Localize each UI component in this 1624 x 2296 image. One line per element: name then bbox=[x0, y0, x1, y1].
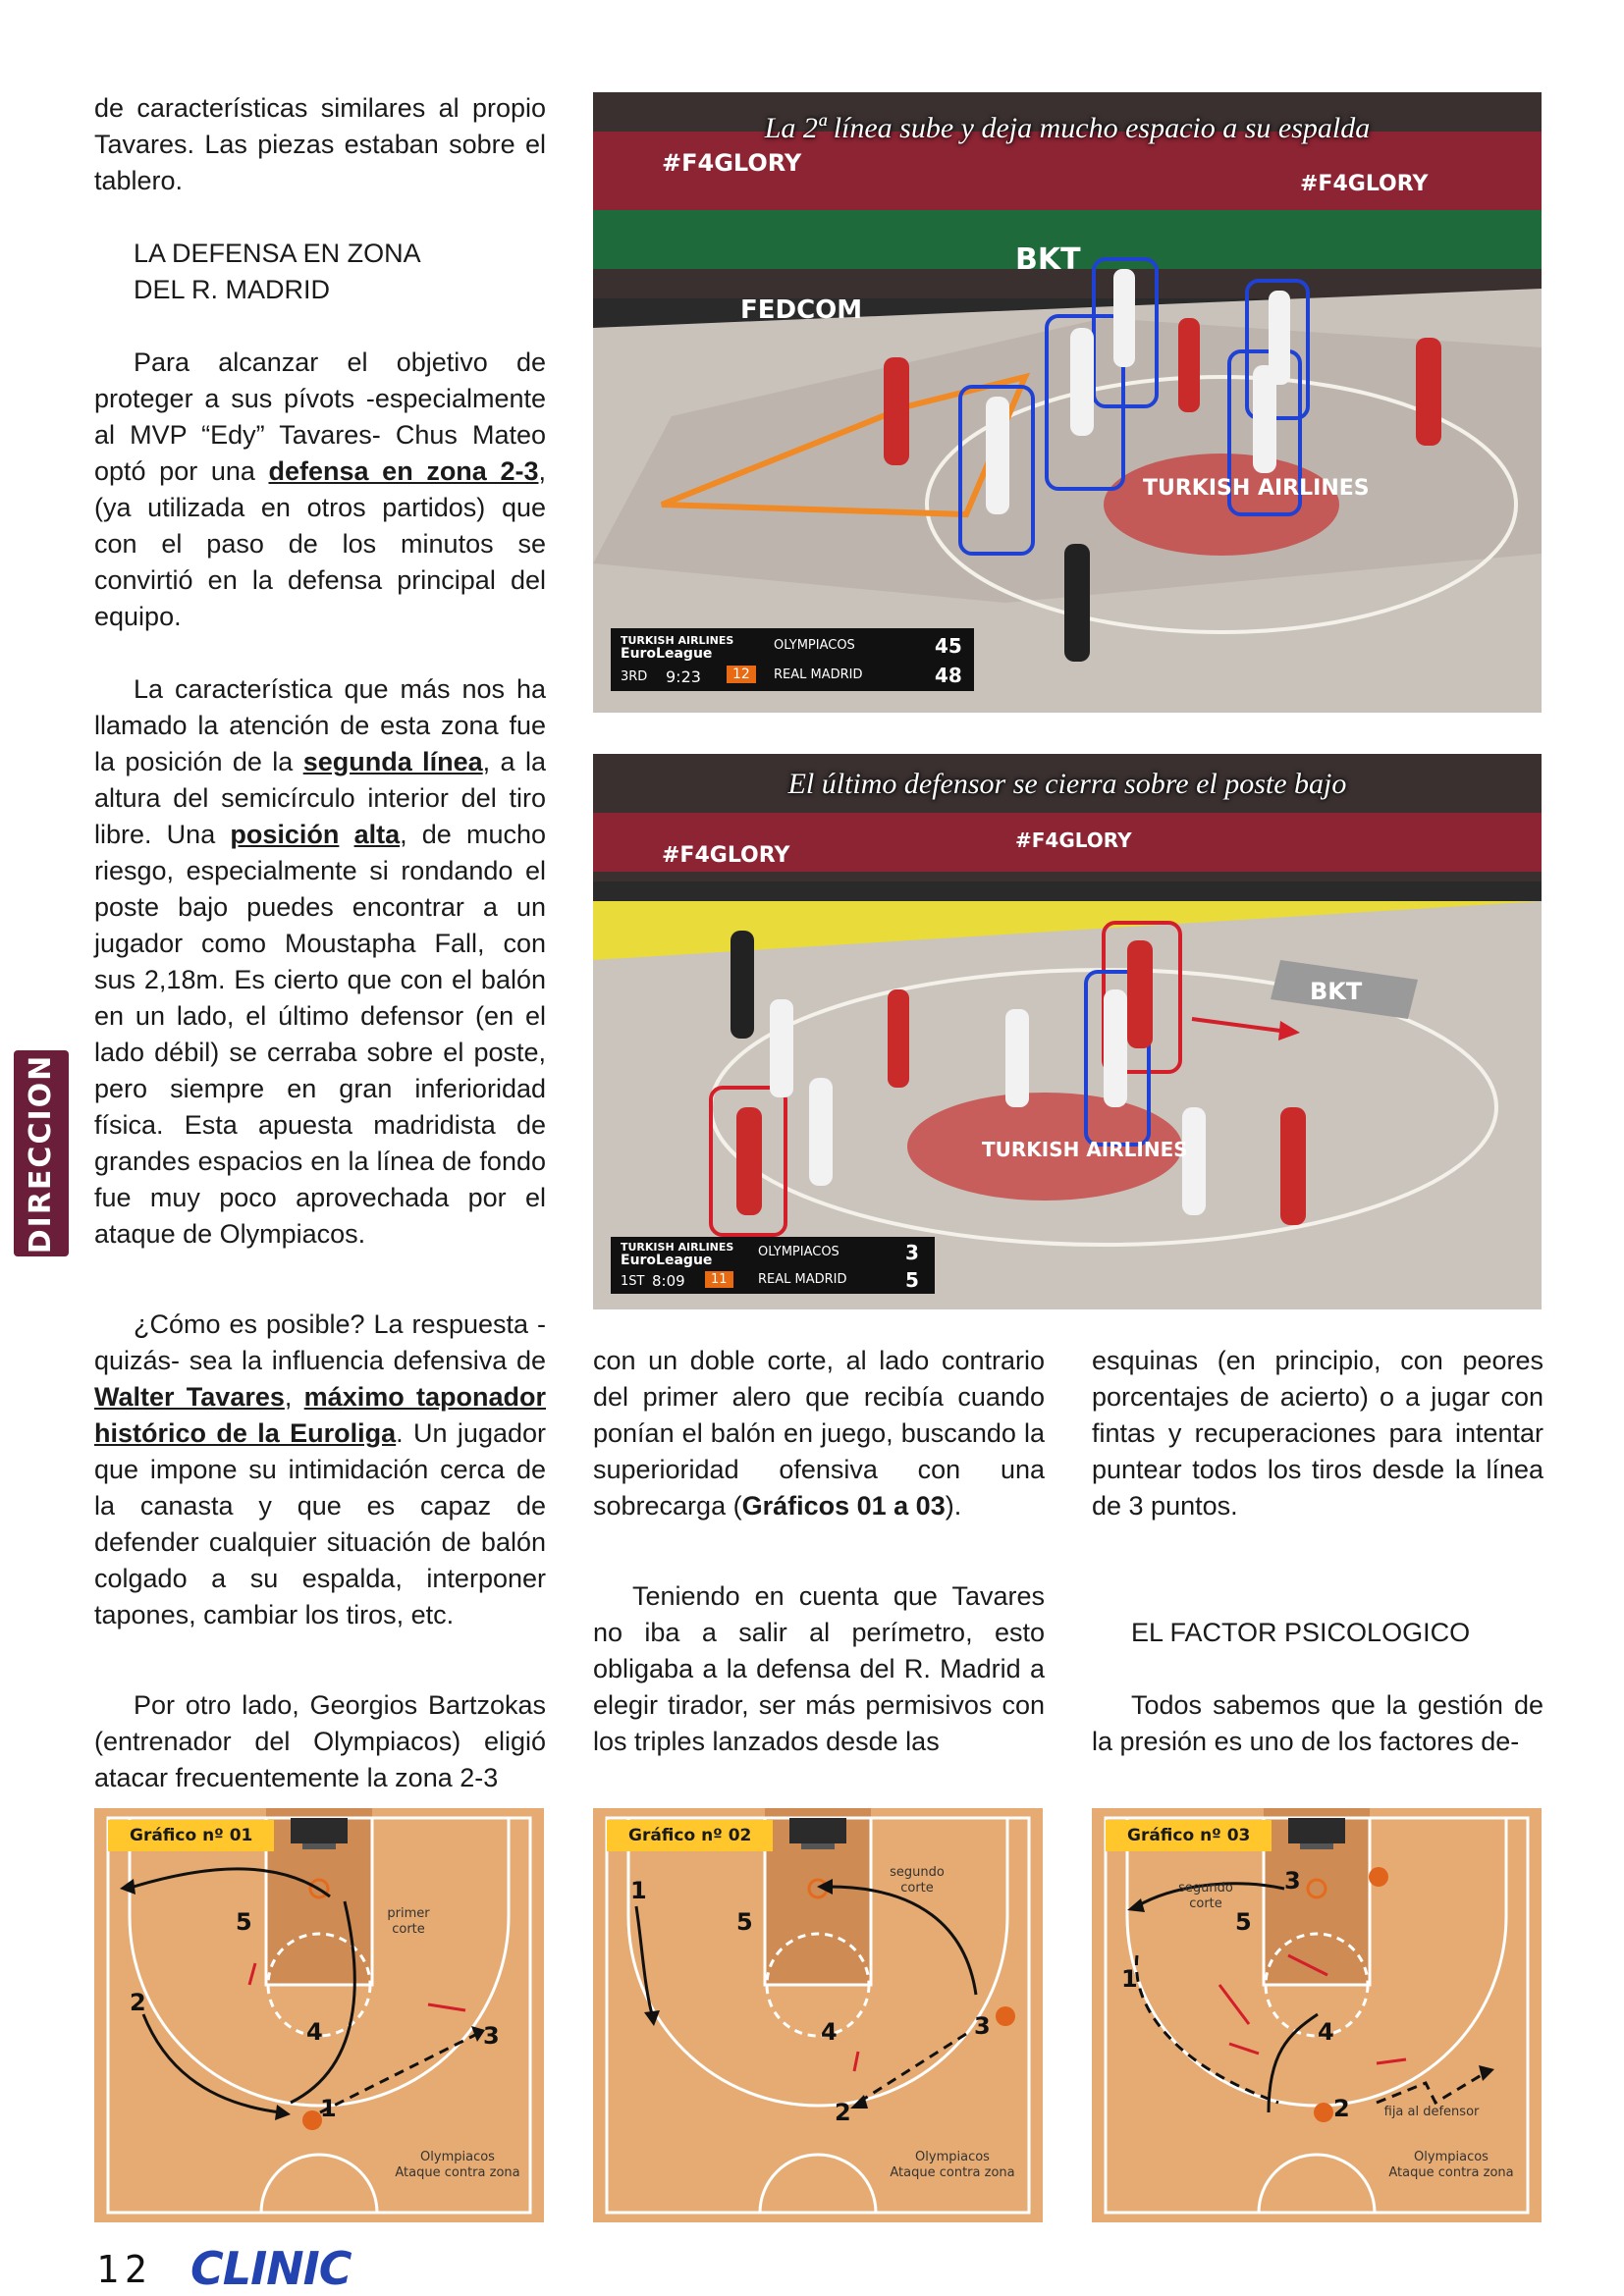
player-5: 5 bbox=[236, 1908, 252, 1936]
paragraph-pressure: Todos sabemos que la gestión de la presión es uno de los factores de- bbox=[1092, 1690, 1543, 1756]
player-2: 2 bbox=[1333, 2095, 1350, 2122]
scoreboard-2: TURKISH AIRLINES EuroLeague 1ST 8:09 11 OLYMPIACOS REAL MADRID 3 5 bbox=[611, 1237, 935, 1294]
paragraph-corners: esquinas (en principio, con peores porcentajes de acierto) o a jugar con fintas y recuperaciones para intentar puntear todos los tiros desde la línea de 3 puntos. bbox=[1092, 1346, 1543, 1521]
svg-text:BKT: BKT bbox=[1015, 242, 1081, 277]
svg-text:#F4GLORY: #F4GLORY bbox=[1015, 828, 1132, 852]
svg-text:#F4GLORY: #F4GLORY bbox=[662, 843, 790, 868]
link-position[interactable]: posición bbox=[230, 820, 340, 849]
column-middle bbox=[593, 1343, 1045, 1760]
diagram-2 bbox=[593, 1808, 1043, 2222]
diagram-2-note: segundo corte bbox=[890, 1865, 945, 1896]
link-high[interactable]: alta bbox=[353, 820, 401, 849]
svg-text:#F4GLORY: #F4GLORY bbox=[662, 149, 802, 177]
svg-text:TURKISH AIRLINES: TURKISH AIRLINES bbox=[982, 1138, 1188, 1161]
paragraph-perimeter: Teniendo en cuenta que Tavares no iba a salir al perímetro, esto obligaba a la defensa del R. Madrid a elegir tirador, ser más permisivos con los triples lanzados desde las bbox=[593, 1581, 1045, 1756]
intro-paragraph: de características similares al propio Tavares. Las piezas estaban sobre el tablero. bbox=[94, 93, 546, 195]
player-5: 5 bbox=[736, 1908, 753, 1936]
clinic-logo: CLINIC bbox=[190, 2242, 352, 2295]
diagram-3-note-2: fija al defensor bbox=[1383, 2105, 1480, 2119]
player-5: 5 bbox=[1235, 1908, 1252, 1936]
diagram-1 bbox=[94, 1808, 544, 2222]
diagram-1-note: primer corte bbox=[387, 1906, 430, 1937]
player-1: 1 bbox=[630, 1877, 647, 1904]
diagram-1-title: Gráfico nº 01 bbox=[108, 1820, 274, 1851]
paragraph-double-cut: con un doble corte, al lado contrario del primer alero que recibía cuando ponían el balón en juego, buscando la superioridad ofensiva con una sobrecarga (Gráficos 01 a 03). bbox=[593, 1346, 1045, 1521]
section-heading-psych: EL FACTOR PSICOLOGICO bbox=[1131, 1618, 1471, 1647]
svg-text:#F4GLORY: #F4GLORY bbox=[1300, 172, 1429, 196]
paragraph-defense: Para alcanzar el objetivo de proteger a sus pívots -especialmente al MVP “Edy” Tavares- Chus Mateo optó por una defensa en zona 2-3, (ya utilizada en otros partidos) que con el paso de los minutos se convirtió en la defensa principal del equipo. bbox=[94, 347, 546, 631]
paragraph-bartzokas: Por otro lado, Georgios Bartzokas (entrenador del Olympiacos) eligió atacar frecuentemente la zona 2-3 bbox=[94, 1690, 546, 1792]
player-2: 2 bbox=[835, 2099, 851, 2126]
diagram-1-footer: Olympiacos Ataque contra zona bbox=[395, 2150, 520, 2180]
section-tab: DIRECCION bbox=[14, 1050, 69, 1256]
player-3: 3 bbox=[1284, 1867, 1301, 1895]
column-right bbox=[1092, 1343, 1543, 1760]
game-photo-1 bbox=[593, 92, 1542, 713]
game-photo-1-scene bbox=[593, 92, 1542, 713]
player-4: 4 bbox=[821, 2018, 838, 2046]
player-1: 1 bbox=[320, 2095, 337, 2122]
player-4: 4 bbox=[1318, 2018, 1334, 2046]
link-zone-defense[interactable]: defensa en zona 2-3 bbox=[268, 456, 539, 486]
graphics-reference: Gráficos 01 a 03 bbox=[741, 1491, 946, 1521]
player-1: 1 bbox=[1121, 1965, 1138, 1993]
page-number: 12 bbox=[96, 2248, 153, 2291]
photo-2-caption: El último defensor se cierra sobre el poste bajo bbox=[787, 768, 1347, 800]
diagram-2-title: Gráfico nº 02 bbox=[607, 1820, 773, 1851]
link-second-line[interactable]: segunda línea bbox=[302, 747, 483, 776]
column-left bbox=[94, 90, 546, 1796]
link-top-blocker[interactable]: máximo taponador histórico de la Euroliga bbox=[94, 1382, 546, 1448]
svg-text:BKT: BKT bbox=[1310, 978, 1363, 1005]
diagram-3-title: Gráfico nº 03 bbox=[1106, 1820, 1272, 1851]
diagram-3 bbox=[1092, 1808, 1542, 2222]
player-4: 4 bbox=[306, 2018, 323, 2046]
section-heading-zone: LA DEFENSA EN ZONA DEL R. MADRID bbox=[134, 239, 421, 304]
photo-1-caption: La 2ª línea sube y deja mucho espacio a su espalda bbox=[764, 112, 1371, 144]
paragraph-second-line: La característica que más nos ha llamado la atención de esta zona fue la posición de la segunda línea, a la altura del semicírculo interior del tiro libre. Una posición alta, de mucho riesgo, especialmente si rondando el poste bajo puedes encontrar a un jugador como Moustapha Fall, con sus 2,18m. Es cierto que con el balón en un lado, el último defensor (en el lado débil) se cerraba sobre el poste, pero siempre en gran inferioridad física. Esta apuesta madridista de grandes espacios en la línea de fondo fue muy poco aprovechada por el ataque de Olympiacos. bbox=[94, 674, 546, 1249]
paragraph-tavares: ¿Cómo es posible? La respuesta -quizás- sea la influencia defensiva de Walter Tavares, máximo taponador histórico de la Euroliga. Un jugador que impone su intimidación cerca de la canasta y que es capaz de defender cualquier situación de balón colgado a su espalda, interponer tapones, cambiar los tiros, etc. bbox=[94, 1309, 546, 1629]
player-3: 3 bbox=[483, 2022, 500, 2050]
link-walter-tavares[interactable]: Walter Tavares bbox=[94, 1382, 285, 1412]
svg-text:TURKISH AIRLINES: TURKISH AIRLINES bbox=[1143, 476, 1370, 501]
diagram-3-footer: Olympiacos Ataque contra zona bbox=[1388, 2150, 1514, 2180]
game-photo-2 bbox=[593, 754, 1542, 1309]
scoreboard-1: TURKISH AIRLINES EuroLeague 3RD 9:23 12 OLYMPIACOS REAL MADRID 45 48 bbox=[611, 628, 974, 691]
svg-text:FEDCOM: FEDCOM bbox=[740, 295, 863, 325]
game-photo-2-scene bbox=[593, 754, 1542, 1309]
diagram-2-footer: Olympiacos Ataque contra zona bbox=[890, 2150, 1015, 2180]
player-3: 3 bbox=[974, 2012, 991, 2040]
diagram-3-note: segundo corte bbox=[1178, 1881, 1233, 1911]
player-2: 2 bbox=[130, 1989, 146, 2016]
